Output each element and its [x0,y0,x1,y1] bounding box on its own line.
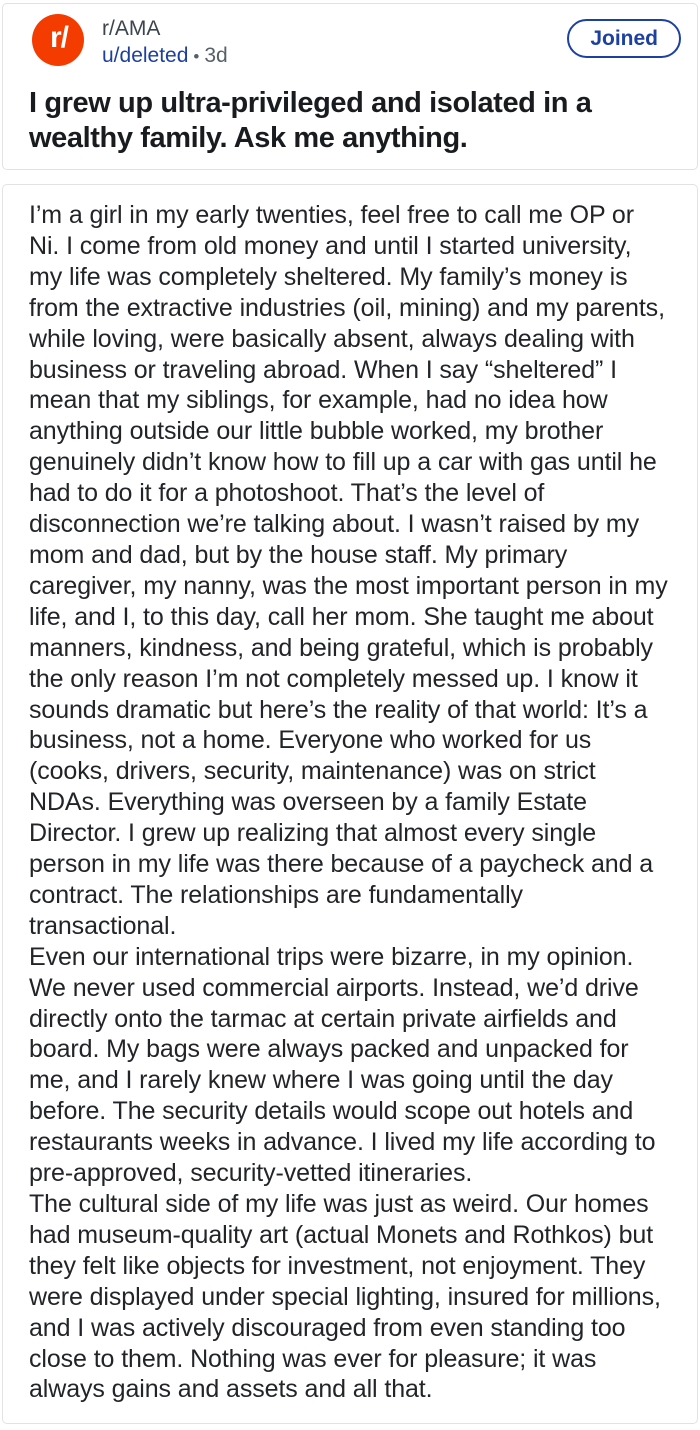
post-title: I grew up ultra-privileged and isolated in a wealthy family. Ask me anything. [29,87,592,154]
post-header-row [29,14,681,70]
joined-button[interactable]: Joined [567,19,681,58]
reddit-logo-icon: r/ [49,21,68,54]
post-paragraph: I’m a girl in my early twenties, feel free to call me OP or Ni. I come from old money and until I started university, my life was completely sheltered. My family’s money is from the extractive industries (oil, mining) and my parents, while loving, were basically absent, always dealing with business or traveling abroad. When I say “sheltered” I mean that my siblings, for example, had no idea how anything outside our little bubble worked, my brother genuinely didn’t know how to fill up a car with gas until he had to do it for a photoshoot. That’s the level of disconnection we’re talking about. I wasn’t raised by my mom and dad, but by the house staff. My primary caregiver, my nanny, was the most important person in my life, and I, to this day, call her mom. She taught me about manners, kindness, and being grateful, which is probably the only reason I’m not completely messed up. I know it sounds dramatic but here’s the reality of that world: It’s a business, not a home. Everyone who worked for us (cooks, drivers, security, maintenance) was on strict NDAs. Everything was overseen by a family Estate Director. I grew up realizing that almost every single person in my life was there because of a paycheck and a contract. The relationships are fundamentally transactional. [29,201,668,940]
subreddit-name-link[interactable]: r/AMA [102,17,161,40]
subreddit-avatar[interactable] [32,14,84,66]
post-body-text [29,200,671,1405]
post-body-card [2,184,698,1424]
post-paragraph: Even our international trips were bizarre, in my opinion. We never used commercial airports. Instead, we’d drive directly onto the tarmac at certain private airfields and board. My bags were always packed and unpacked for me, and I rarely knew where I was going until the day before. The security details would scope out hotels and restaurants weeks in advance. I lived my life according to pre-approved, security-vetted itineraries. [29,942,656,1188]
post-meta [102,14,228,70]
author-link[interactable]: u/deleted [102,44,189,67]
post-paragraph: The cultural side of my life was just as weird. Our homes had museum-quality art (actual Monets and Rothkos) but they felt like objects for investment, not enjoyment. They were displayed under special lighting, insured for millions, and I was actively discouraged from even standing too close to them. Nothing was ever for pleasure; it was always gains and assets and all that. [29,1190,661,1404]
post-byline [102,42,228,70]
dot-separator: • [193,47,200,66]
post-age: 3d [204,44,228,67]
post-header-card [2,3,698,170]
